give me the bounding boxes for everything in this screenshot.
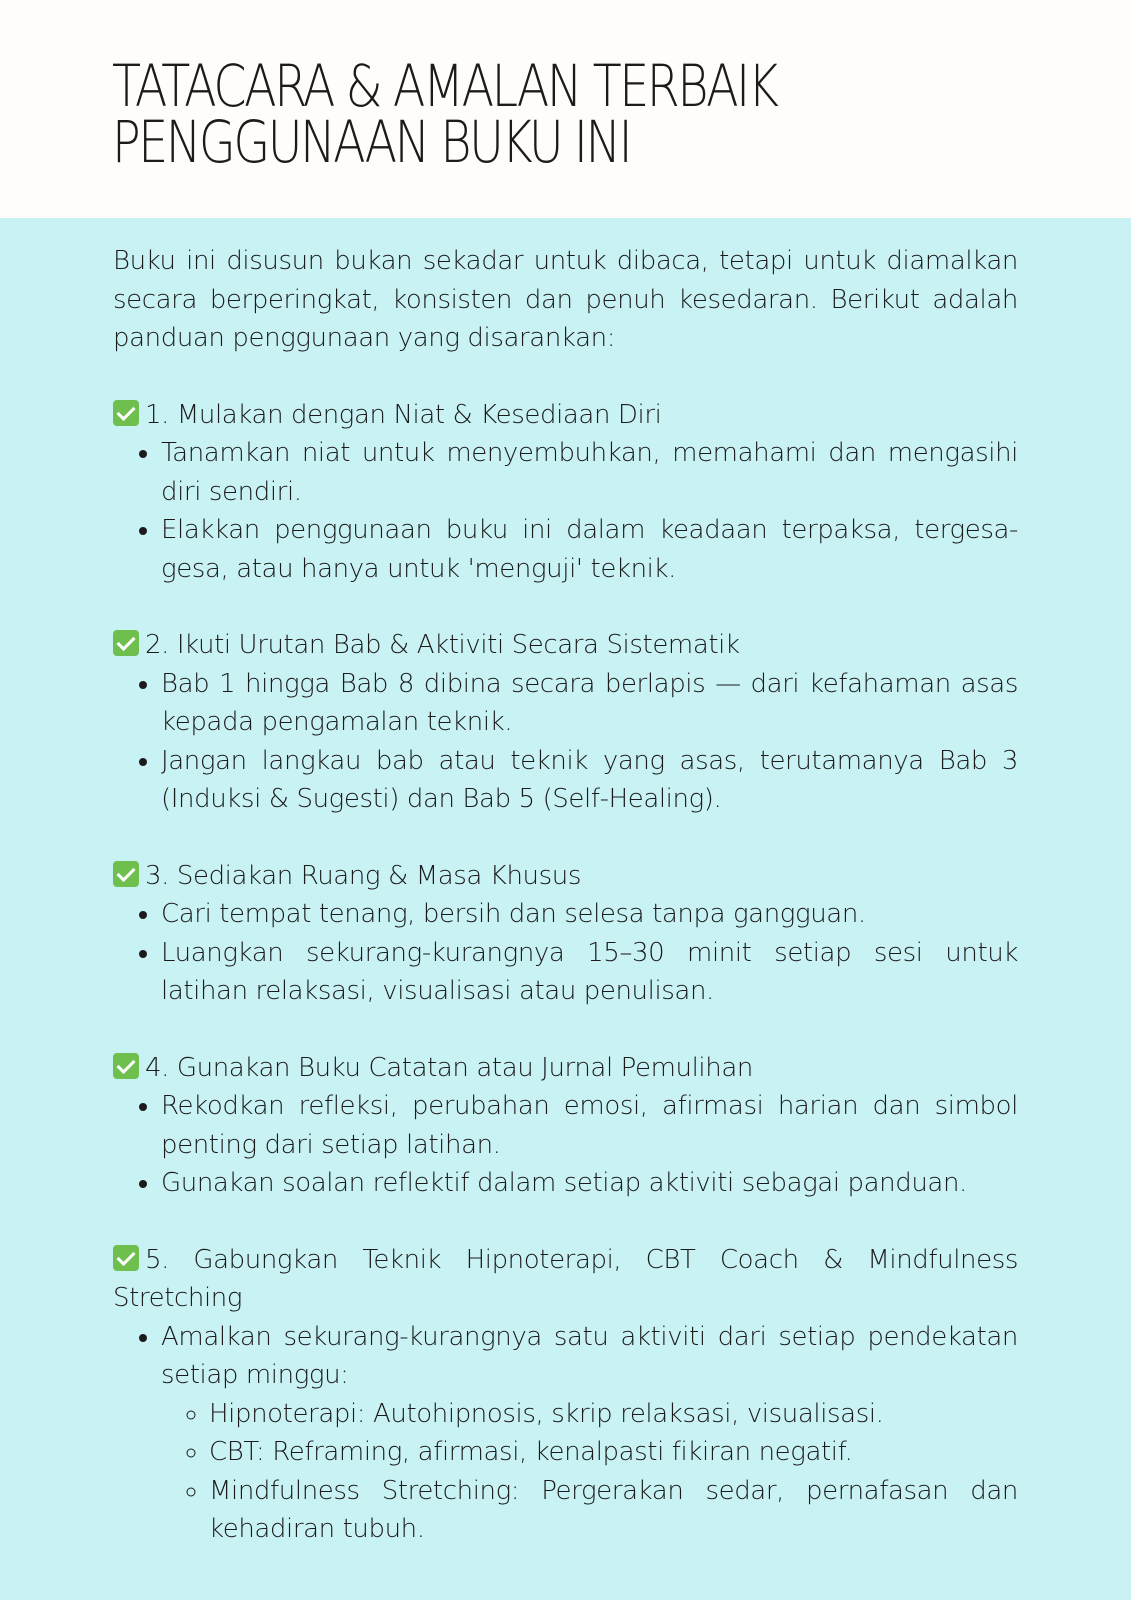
sub-list-item: ◦ CBT: Reframing, afirmasi, kenalpasti fikiran negatif. xyxy=(209,1433,1018,1472)
section-heading-text: 1. Mulakan dengan Niat & Kesediaan Diri xyxy=(145,399,662,430)
check-mark-icon xyxy=(113,400,139,426)
section-heading xyxy=(113,857,1018,896)
bullet-list xyxy=(113,434,1018,588)
list-item: • Bab 1 hingga Bab 8 dibina secara berlapis — dari kefahaman asas kepada pengamalan teknik. xyxy=(161,665,1018,742)
bullet-list xyxy=(113,1087,1018,1203)
section-1 xyxy=(113,396,1018,589)
bullet-list xyxy=(113,1318,1018,1549)
section-heading xyxy=(113,1241,1018,1318)
title-line-2: PENGGUNAAN BUKU INI xyxy=(112,108,631,176)
section-heading-text: 3. Sediakan Ruang & Masa Khusus xyxy=(145,860,581,891)
list-item-text: Amalkan sekurang-kurangnya satu aktiviti dari setiap pendekatan setiap minggu: xyxy=(161,1321,1018,1390)
list-item: • Luangkan sekurang-kurangnya 15–30 minit setiap sesi untuk latihan relaksasi, visualisasi atau penulisan. xyxy=(161,934,1018,1011)
section-heading xyxy=(113,396,1018,435)
title-line-1: TATACARA & AMALAN TERBAIK xyxy=(112,52,777,120)
section-5 xyxy=(113,1241,1018,1549)
check-mark-icon xyxy=(113,1245,139,1271)
sub-list-item: ◦ Mindfulness Stretching: Pergerakan sedar, pernafasan dan kehadiran tubuh. xyxy=(209,1472,1018,1549)
section-heading-text: 2. Ikuti Urutan Bab & Aktiviti Secara Sistematik xyxy=(145,630,740,660)
list-item xyxy=(161,1318,1018,1549)
section-4 xyxy=(113,1049,1018,1203)
check-mark-icon xyxy=(113,861,139,887)
sub-list-item: ◦ Hipnoterapi: Autohipnosis, skrip relaksasi, visualisasi. xyxy=(209,1395,1018,1434)
bullet-list xyxy=(113,895,1018,1011)
list-item: • Cari tempat tenang, bersih dan selesa tanpa gangguan. xyxy=(161,895,1018,934)
section-heading xyxy=(113,1049,1018,1088)
list-item: • Elakkan penggunaan buku ini dalam keadaan terpaksa, tergesa-gesa, atau hanya untuk 'menguji' teknik. xyxy=(161,511,1018,588)
bullet-list xyxy=(113,665,1018,819)
main-content xyxy=(113,242,1018,1587)
check-mark-icon xyxy=(113,1053,139,1079)
section-heading xyxy=(113,626,1018,665)
list-item: • Gunakan soalan reflektif dalam setiap aktiviti sebagai panduan. xyxy=(161,1164,1018,1203)
sub-bullet-list xyxy=(161,1395,1018,1549)
intro-paragraph: Buku ini disusun bukan sekadar untuk dibaca, tetapi untuk diamalkan secara berperingkat, konsisten dan penuh kesedaran. Berikut adalah panduan penggunaan yang disarankan: xyxy=(113,246,1018,353)
list-item: • Tanamkan niat untuk menyembuhkan, memahami dan mengasihi diri sendiri. xyxy=(161,434,1018,511)
section-heading-text: 4. Gunakan Buku Catatan atau Jurnal Pemulihan xyxy=(145,1052,753,1083)
list-item: • Rekodkan refleksi, perubahan emosi, afirmasi harian dan simbol penting dari setiap latihan. xyxy=(161,1087,1018,1164)
section-heading-text: 5. Gabungkan Teknik Hipnoterapi, CBT Coach & Mindfulness Stretching xyxy=(113,1244,1018,1313)
list-item: • Jangan langkau bab atau teknik yang asas, terutamanya Bab 3 (Induksi & Sugesti) dan Bab 5 (Self-Healing). xyxy=(161,742,1018,819)
section-2 xyxy=(113,626,1018,819)
header-band xyxy=(0,0,1131,218)
check-mark-icon xyxy=(113,630,139,656)
page-title xyxy=(112,52,850,176)
section-3 xyxy=(113,857,1018,1011)
